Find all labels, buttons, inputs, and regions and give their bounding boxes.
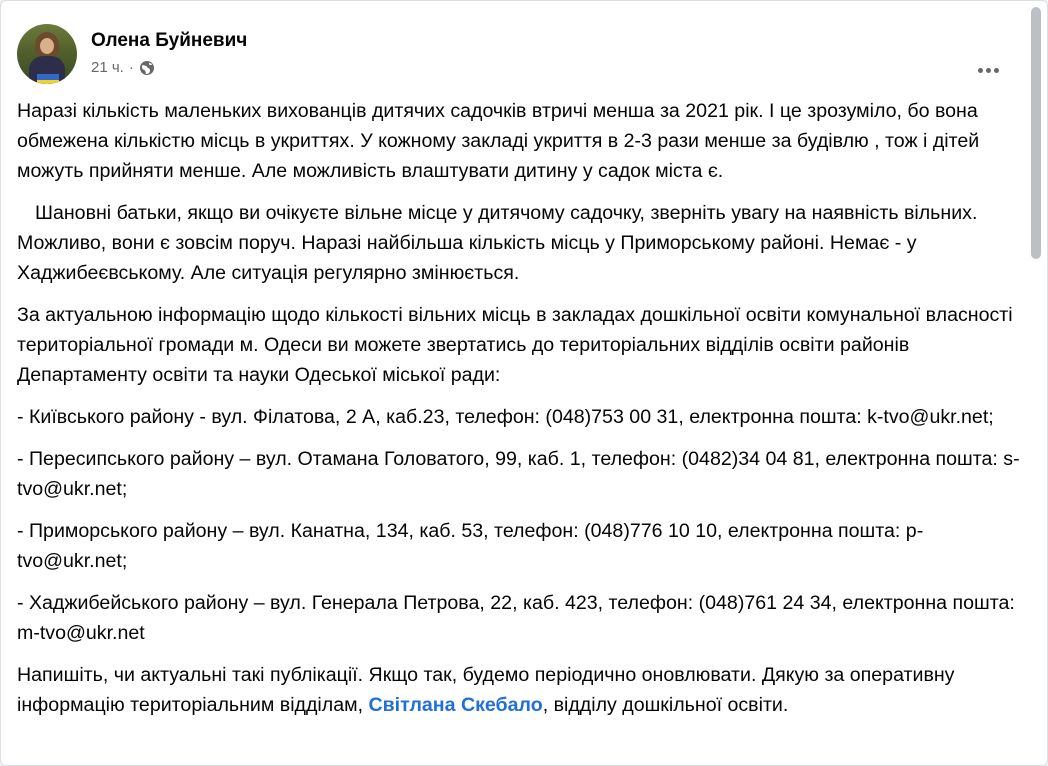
- post-paragraph: - Київського району - вул. Філатова, 2 А, каб.23, телефон: (048)753 00 31, електронна пошта: k-tvo@ukr.net;: [17, 406, 994, 428]
- post-paragraph: - Хаджибейського району – вул. Генерала Петрова, 22, каб. 423, телефон: (048)761 24 34, електронна пошта: m-tvo@ukr.net: [17, 592, 1015, 644]
- post-paragraph: - Пересипського району – вул. Отамана Головатого, 99, каб. 1, телефон: (0482)34 04 81, електронна пошта: s-tvo@ukr.net;: [17, 448, 1020, 500]
- more-options-button[interactable]: [971, 56, 1005, 84]
- closing-text-after: , відділу дошкільної освіти.: [542, 694, 789, 716]
- post-timestamp[interactable]: 21 ч.: [91, 59, 124, 76]
- post-closing-paragraph: [17, 660, 1033, 720]
- closing-text-before: Напишіть, чи актуальні такі публікації. Якщо так, будемо періодично оновлювати. Дякую за оперативну інформацію територіальним відділам,: [17, 664, 955, 716]
- post-text: [17, 96, 1033, 732]
- mention-link[interactable]: Світлана Скебало: [368, 694, 543, 716]
- globe-icon[interactable]: [139, 60, 155, 76]
- scrollbar-thumb[interactable]: [1031, 7, 1041, 259]
- post-paragraph: - Приморського району – вул. Канатна, 134, каб. 53, телефон: (048)776 10 10, електронна пошта: p-tvo@ukr.net;: [17, 520, 924, 572]
- post-header: [17, 24, 1017, 86]
- post-paragraph: За актуальною інформацію щодо кількості вільних місць в закладах дошкільної освіти комунальної власності територіальної громади м. Одеси ви можете звертатись до територіальних відділів освіти районів Департаменту освіти та науки Одеської міської ради:: [17, 304, 1013, 386]
- post-meta: [91, 59, 155, 76]
- post-paragraph: Наразі кількість маленьких вихованців дитячих садочків втричі менша за 2021 рік. І це зрозуміло, бо вона обмежена кількістю місць в укриттях. У кожному закладі укриття в 2-3 рази менше за будівлю , тож і дітей можуть прийняти менше. Але можливість влаштувати дитину у садок міста є.: [17, 100, 980, 182]
- author-avatar[interactable]: [17, 24, 77, 84]
- author-name[interactable]: Олена Буйневич: [91, 30, 248, 51]
- meta-separator: ·: [128, 59, 134, 76]
- more-horizontal-icon: [978, 68, 983, 73]
- post-paragraph: Шановні батьки, якщо ви очікуєте вільне місце у дитячому садочку, зверніть увагу на наявність вільних. Можливо, вони є зовсім поруч. Наразі найбільша кількість місць у Приморському районі. Немає - у Хаджибеєвському. Але ситуація регулярно змінюється.: [17, 202, 978, 284]
